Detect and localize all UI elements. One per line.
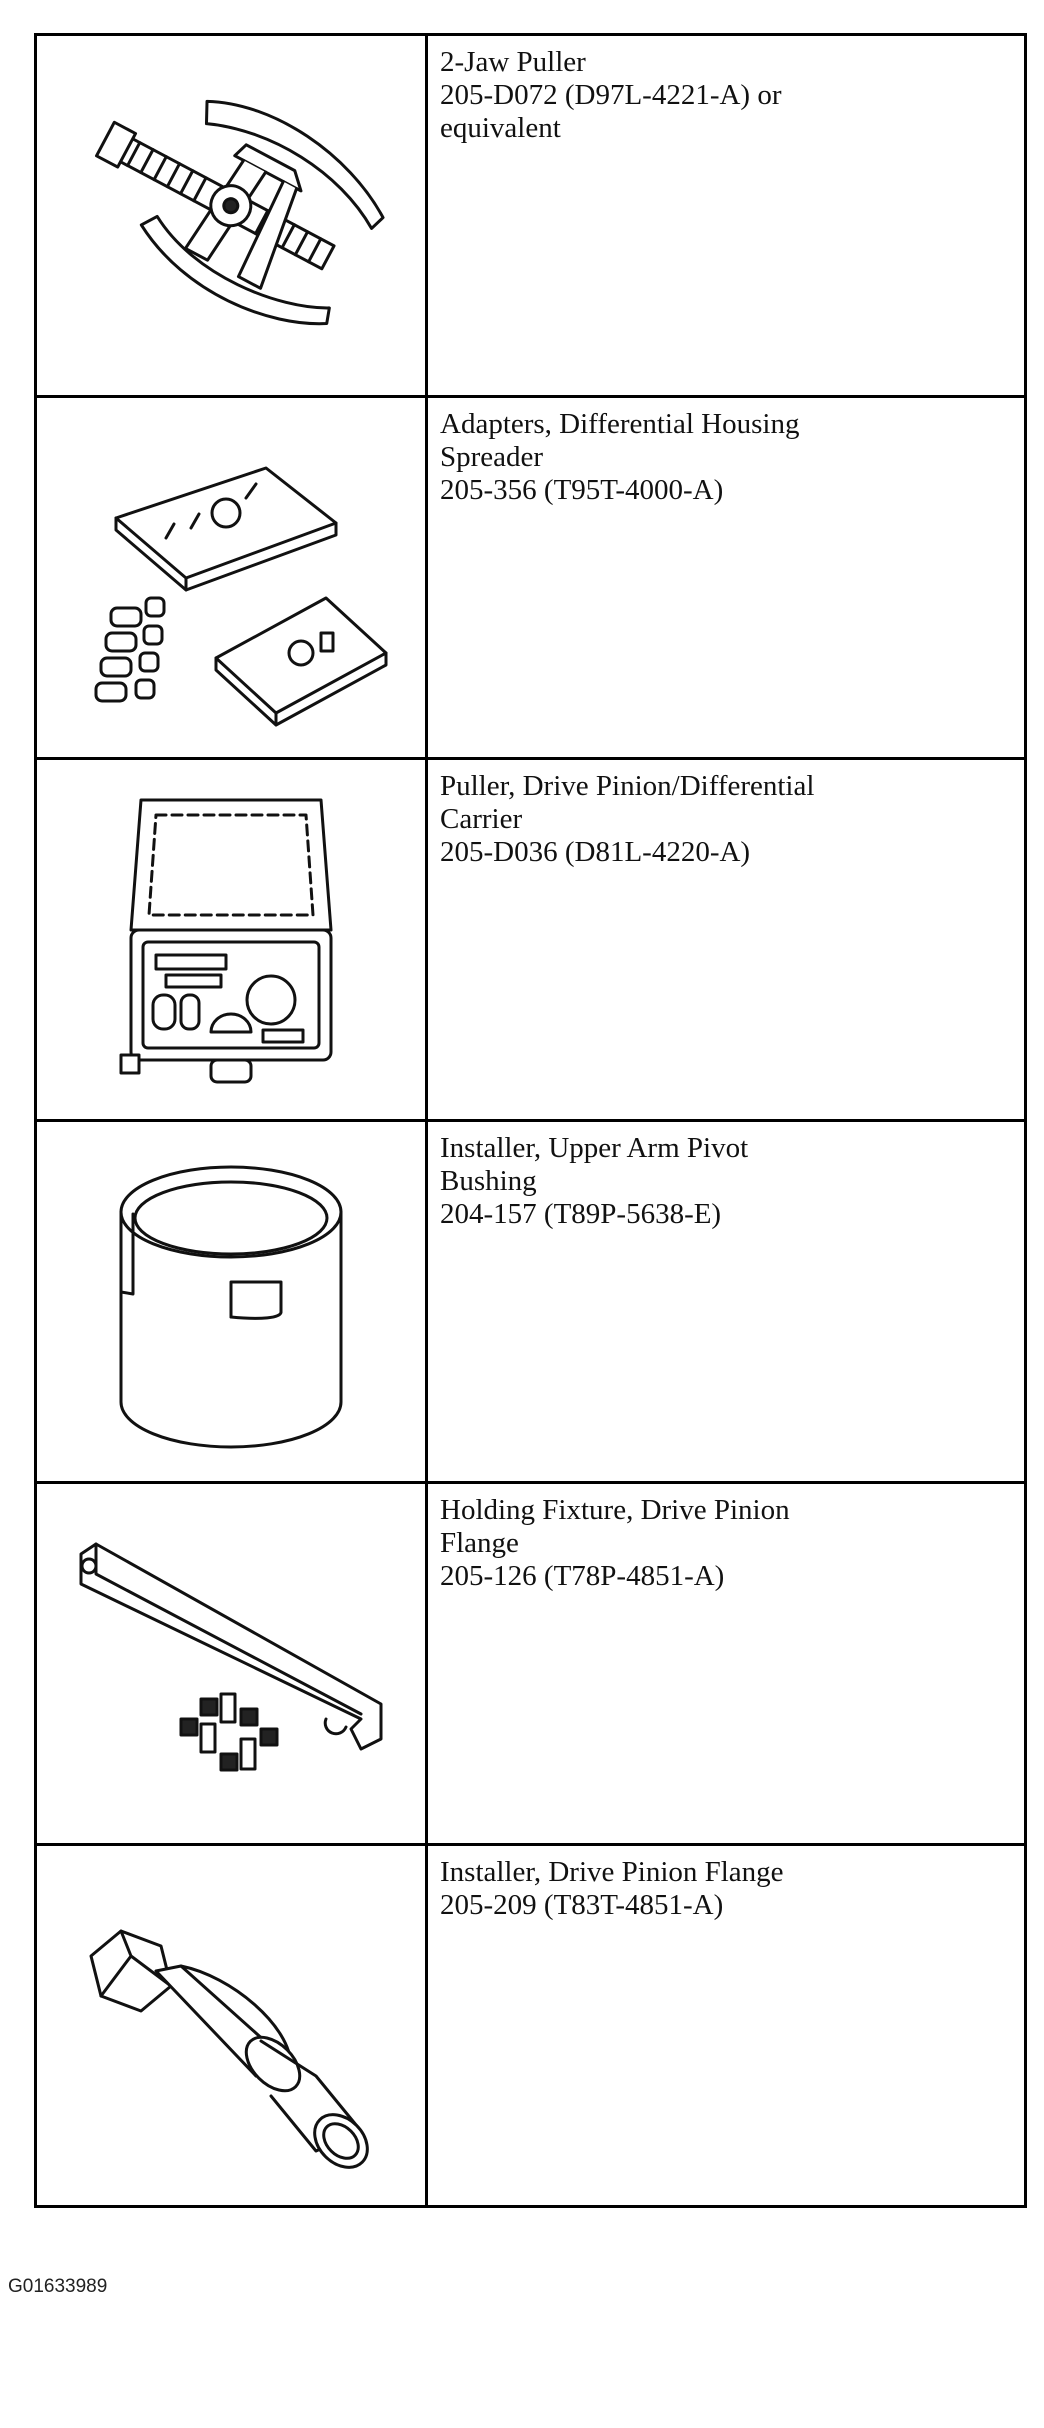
tool-line: Installer, Drive Pinion Flange bbox=[440, 1856, 784, 1888]
tool-line: Spreader bbox=[440, 441, 544, 473]
tool-line: Holding Fixture, Drive Pinion bbox=[440, 1494, 790, 1526]
tool-name bbox=[440, 1494, 1014, 1593]
tool-line: Carrier bbox=[440, 803, 523, 835]
tool-line: Puller, Drive Pinion/Differential bbox=[440, 770, 815, 802]
tool-image-cell bbox=[36, 1845, 427, 2207]
tool-image-cell bbox=[36, 759, 427, 1121]
tool-part-number: 205-126 (T78P-4851-A) bbox=[440, 1560, 725, 1592]
special-tools-table bbox=[34, 33, 1027, 2208]
tool-line: Adapters, Differential Housing bbox=[440, 408, 800, 440]
tool-name bbox=[440, 408, 1014, 507]
table-row bbox=[36, 1121, 1026, 1483]
tool-image-cell bbox=[36, 397, 427, 759]
tool-description-cell bbox=[427, 35, 1026, 397]
tool-part-number: 205-D072 (D97L-4221-A) or bbox=[440, 79, 782, 111]
table-row bbox=[36, 397, 1026, 759]
table-row bbox=[36, 759, 1026, 1121]
table-row bbox=[36, 35, 1026, 397]
tool-line: Flange bbox=[440, 1527, 519, 1559]
tool-description-cell bbox=[427, 1483, 1026, 1845]
tool-image-cell bbox=[36, 1121, 427, 1483]
jaw-puller-icon bbox=[66, 66, 396, 366]
table-row bbox=[36, 1483, 1026, 1845]
tool-description-cell bbox=[427, 1845, 1026, 2207]
tool-name bbox=[440, 1856, 1014, 1922]
tool-line: equivalent bbox=[440, 112, 561, 144]
tool-image-cell bbox=[36, 35, 427, 397]
tool-part-number: 205-356 (T95T-4000-A) bbox=[440, 474, 724, 506]
spreader-adapters-icon bbox=[66, 428, 396, 728]
table-row bbox=[36, 1845, 1026, 2207]
tool-name bbox=[440, 1132, 1014, 1231]
tool-name bbox=[440, 46, 1014, 145]
tool-part-number: 205-D036 (D81L-4220-A) bbox=[440, 836, 751, 868]
tool-image-cell bbox=[36, 1483, 427, 1845]
tool-description-cell bbox=[427, 397, 1026, 759]
tool-line: Installer, Upper Arm Pivot bbox=[440, 1132, 749, 1164]
tool-part-number: 205-209 (T83T-4851-A) bbox=[440, 1889, 724, 1921]
tool-line: 2-Jaw Puller bbox=[440, 46, 586, 78]
puller-kit-case-icon bbox=[81, 780, 381, 1100]
bushing-installer-icon bbox=[81, 1142, 381, 1462]
tool-part-number: 204-157 (T89P-5638-E) bbox=[440, 1198, 722, 1230]
tool-line: Bushing bbox=[440, 1165, 537, 1197]
tool-description-cell bbox=[427, 1121, 1026, 1483]
figure-id: G01633989 bbox=[8, 2276, 108, 2297]
flange-installer-icon bbox=[61, 1876, 401, 2176]
holding-fixture-icon bbox=[61, 1514, 401, 1814]
tool-name bbox=[440, 770, 1014, 869]
tool-description-cell bbox=[427, 759, 1026, 1121]
